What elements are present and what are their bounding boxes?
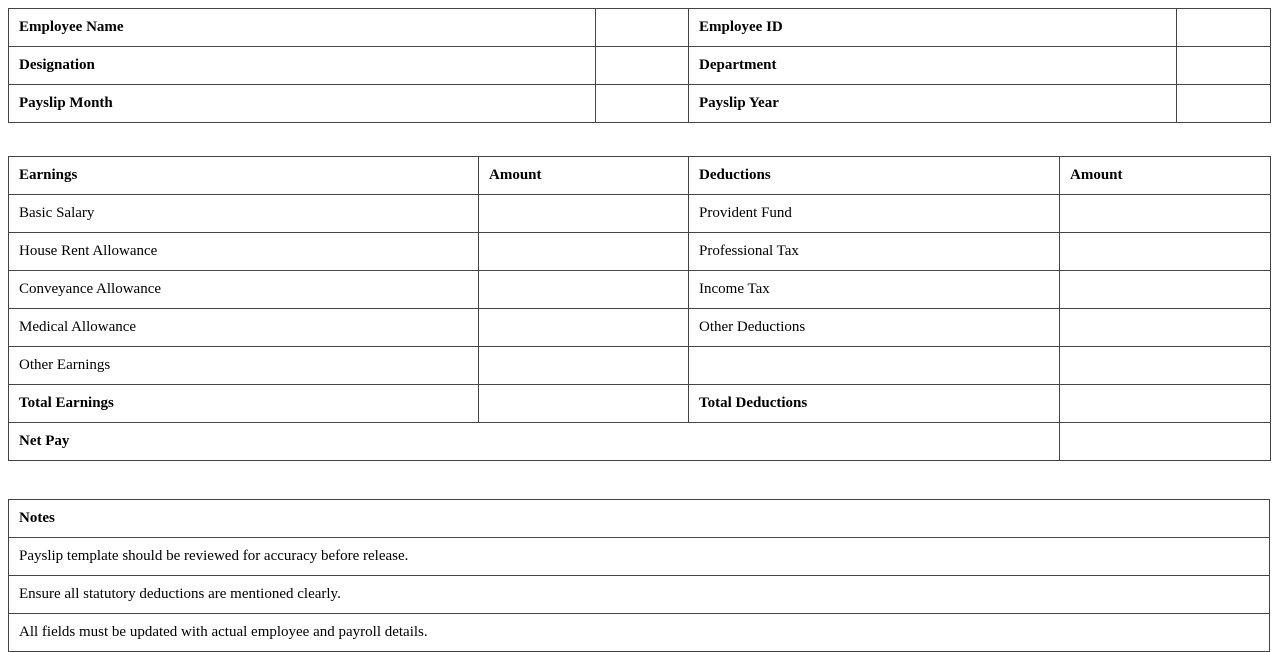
total-deductions-value	[1060, 385, 1271, 423]
earning-amount	[479, 233, 689, 271]
deduction-amount	[1060, 309, 1271, 347]
table-header-row	[9, 157, 1271, 195]
designation-value	[596, 47, 689, 85]
earning-amount	[479, 347, 689, 385]
deduction-label: Other Deductions	[689, 309, 1060, 347]
employee-id-label: Employee ID	[689, 9, 1177, 47]
payslip-year-label: Payslip Year	[689, 85, 1177, 123]
department-label: Department	[689, 47, 1177, 85]
earning-amount	[479, 195, 689, 233]
earning-amount	[479, 309, 689, 347]
table-row	[9, 614, 1270, 652]
table-row	[9, 538, 1270, 576]
table-row	[9, 195, 1271, 233]
earnings-header: Earnings	[9, 157, 479, 195]
deductions-amount-header: Amount	[1060, 157, 1271, 195]
deduction-label: Professional Tax	[689, 233, 1060, 271]
note-item: Payslip template should be reviewed for accuracy before release.	[9, 538, 1270, 576]
table-row	[9, 271, 1271, 309]
totals-row	[9, 385, 1271, 423]
deduction-label: Provident Fund	[689, 195, 1060, 233]
table-row	[9, 47, 1271, 85]
total-earnings-label: Total Earnings	[9, 385, 479, 423]
payroll-table	[8, 156, 1271, 461]
table-row	[9, 9, 1271, 47]
designation-label: Designation	[9, 47, 596, 85]
deduction-amount	[1060, 347, 1271, 385]
notes-header: Notes	[9, 500, 1270, 538]
deduction-label	[689, 347, 1060, 385]
earning-label: Basic Salary	[9, 195, 479, 233]
total-earnings-value	[479, 385, 689, 423]
net-pay-value	[1060, 423, 1271, 461]
earning-label: Conveyance Allowance	[9, 271, 479, 309]
total-deductions-label: Total Deductions	[689, 385, 1060, 423]
department-value	[1177, 47, 1271, 85]
deductions-header: Deductions	[689, 157, 1060, 195]
earnings-amount-header: Amount	[479, 157, 689, 195]
earning-label: House Rent Allowance	[9, 233, 479, 271]
table-header-row	[9, 500, 1270, 538]
payslip-month-label: Payslip Month	[9, 85, 596, 123]
earning-amount	[479, 271, 689, 309]
earning-label: Other Earnings	[9, 347, 479, 385]
notes-table	[8, 499, 1270, 652]
employee-id-value	[1177, 9, 1271, 47]
table-row	[9, 309, 1271, 347]
payslip-year-value	[1177, 85, 1271, 123]
earning-label: Medical Allowance	[9, 309, 479, 347]
note-item: All fields must be updated with actual employee and payroll details.	[9, 614, 1270, 652]
deduction-label: Income Tax	[689, 271, 1060, 309]
net-pay-row	[9, 423, 1271, 461]
payslip-month-value	[596, 85, 689, 123]
table-row	[9, 347, 1271, 385]
note-item: Ensure all statutory deductions are mentioned clearly.	[9, 576, 1270, 614]
table-row	[9, 233, 1271, 271]
deduction-amount	[1060, 271, 1271, 309]
table-row	[9, 576, 1270, 614]
employee-info-table	[8, 8, 1271, 123]
employee-name-value	[596, 9, 689, 47]
deduction-amount	[1060, 233, 1271, 271]
net-pay-label: Net Pay	[9, 423, 1060, 461]
employee-name-label: Employee Name	[9, 9, 596, 47]
deduction-amount	[1060, 195, 1271, 233]
table-row	[9, 85, 1271, 123]
